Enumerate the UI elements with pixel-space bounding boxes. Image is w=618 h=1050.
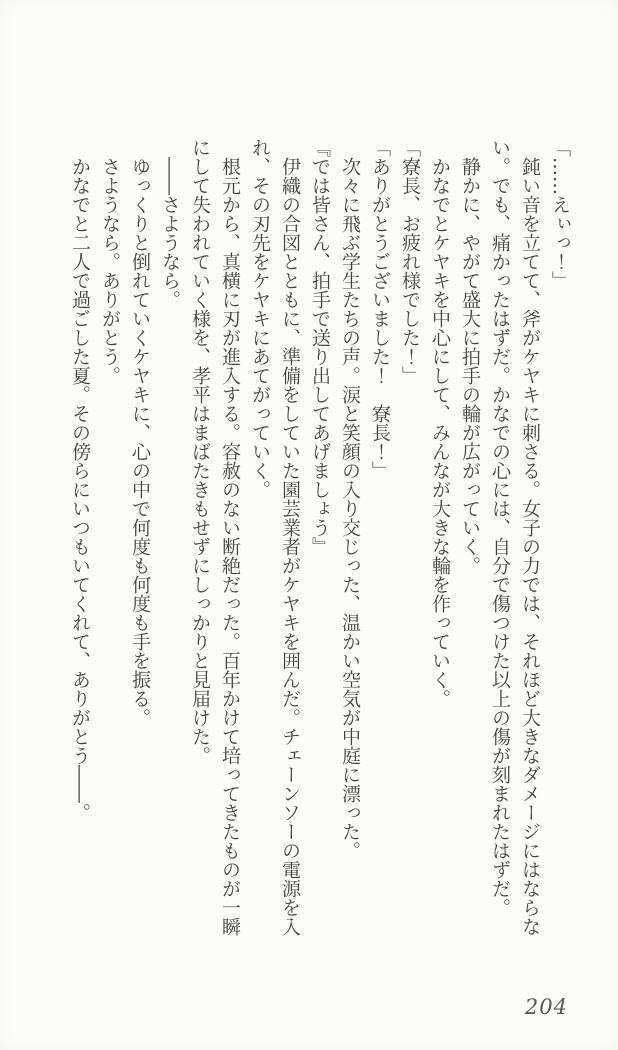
paragraph: 『では皆さん、拍手で送り出してあげましょう』 [309,138,331,556]
paragraph: かなでと二人で過ごした夏。その傍らにいつもいてくれて、ありがとう――。 [69,138,91,822]
page-number: 204 [524,995,568,1019]
paragraph: 鈍い音を立てて、斧がケヤキに刺さる。女子の力では、それほど大きなダメージにはならない。でも、痛かったはずだ。かなでの心には、自分で傷つけた以上の傷が刻まれたはずだ。 [489,138,541,936]
paragraph: 伊織の合図とともに、準備をしていた園芸業者がケヤキを囲んだ。チェーンソーの電源を入れ、その刃先をケヤキにあてがっていく。 [249,138,301,936]
paragraph: 次々に飛ぶ学生たちの声。涙と笑顔の入り交じった、温かい空気が中庭に漂った。 [339,138,361,860]
novel-text-block [63,138,575,938]
paragraph: かなでとケヤキを中心にして、みんなが大きな輪を作っていく。 [429,138,451,708]
paragraph: 根元から、真横に刃が進入する。容赦のない断絶だった。百年かけて培ってきたものが一瞬にして失われていく様を、孝平はまばたきもせずにしっかりと見届けた。 [189,138,241,936]
paragraph: 「ありがとうございました！ 寮長！」 [369,138,391,480]
paragraph: ――さようなら。 [159,138,181,309]
paragraph: ゆっくりと倒れていくケヤキに、心の中で何度も何度も手を振る。 [129,138,151,727]
paragraph: 静かに、やがて盛大に拍手の輪が広がっていく。 [459,138,481,575]
paragraph: 「寮長、お疲れ様でした！」 [399,138,421,385]
paragraph: 「……えぃっ！」 [549,138,571,290]
paragraph: さようなら。ありがとう。 [99,138,121,385]
